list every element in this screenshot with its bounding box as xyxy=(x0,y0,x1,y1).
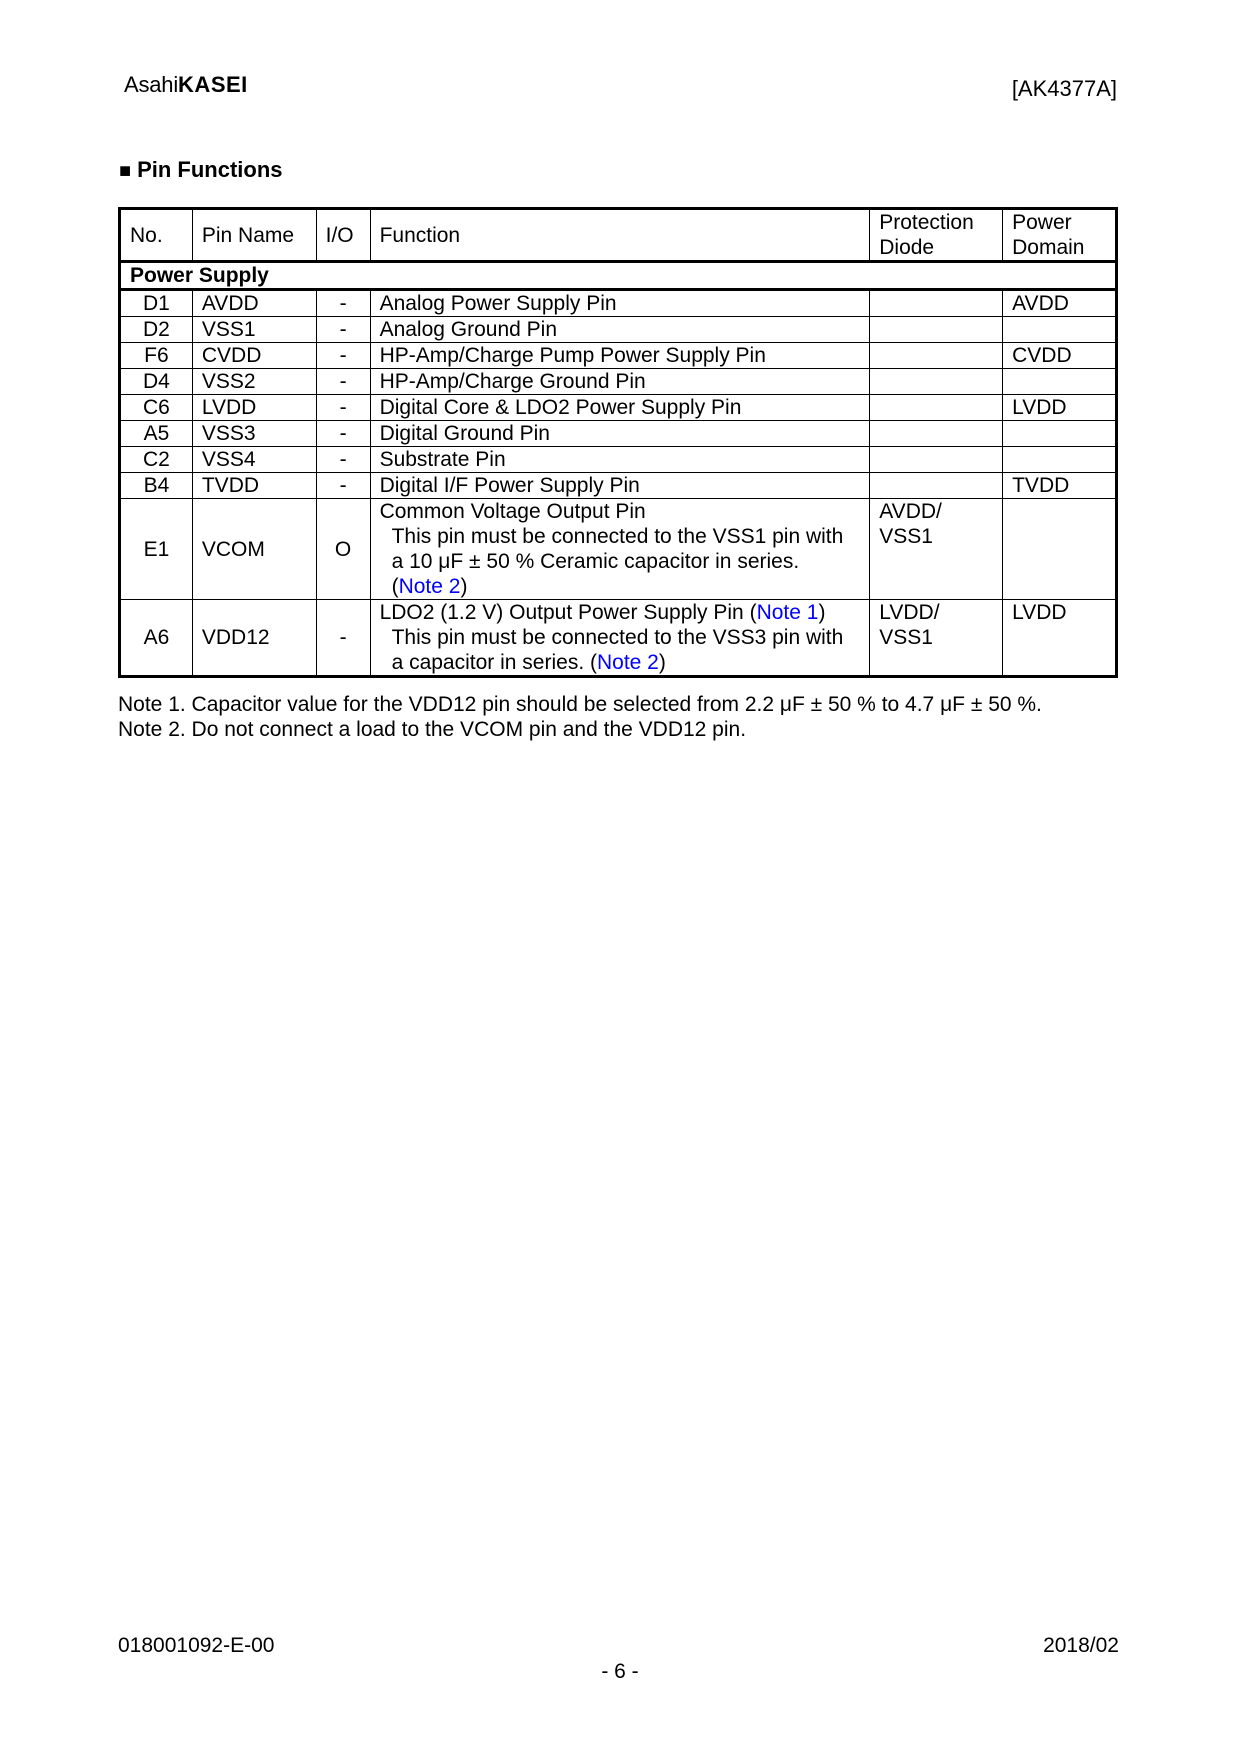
company-logo xyxy=(124,72,248,98)
header-power-line1: Power xyxy=(1012,211,1072,234)
vdd12-func-line3 xyxy=(380,650,861,675)
vdd12-diode-line1: LVDD/ xyxy=(879,601,940,624)
cell-io: O xyxy=(316,499,370,600)
table-row xyxy=(120,290,1117,317)
cell-no: F6 xyxy=(120,343,193,369)
cell-pin-name: VCOM xyxy=(192,499,316,600)
table-row-vdd12 xyxy=(120,600,1117,677)
logo-kasei: KASEI xyxy=(178,72,248,97)
cell-diode xyxy=(870,447,1003,473)
cell-diode xyxy=(870,395,1003,421)
cell-pin-name: CVDD xyxy=(192,343,316,369)
vdd12-func-line1 xyxy=(380,601,826,624)
cell-function: Analog Ground Pin xyxy=(370,317,870,343)
header-protection-line1: Protection xyxy=(879,211,974,234)
header-function: Function xyxy=(370,209,870,262)
vdd12-diode-line2: VSS1 xyxy=(879,626,933,649)
vcom-note-close: ) xyxy=(460,575,468,598)
note-1: Note 1. Capacitor value for the VDD12 pin should be selected from 2.2 μF ± 50 % to 4.7 μF ± 50 %. xyxy=(118,693,1042,716)
notes-block xyxy=(118,692,1042,742)
logo-asahi: Asahi xyxy=(124,72,179,97)
cell-domain xyxy=(1003,421,1117,447)
cell-io: - xyxy=(316,290,370,317)
vdd12-func-line1-text: LDO2 (1.2 V) Output Power Supply Pin ( xyxy=(379,601,757,624)
cell-domain: AVDD xyxy=(1003,290,1117,317)
cell-function: Digital I/F Power Supply Pin xyxy=(370,473,870,499)
cell-domain xyxy=(1003,369,1117,395)
cell-domain xyxy=(1003,447,1117,473)
cell-io: - xyxy=(316,395,370,421)
cell-no: D4 xyxy=(120,369,193,395)
cell-pin-name: VSS2 xyxy=(192,369,316,395)
cell-domain xyxy=(1003,499,1117,600)
group-label: Power Supply xyxy=(120,262,1117,290)
cell-pin-name: AVDD xyxy=(192,290,316,317)
vcom-func-line1: Common Voltage Output Pin xyxy=(379,500,646,523)
note-2-link[interactable]: Note 2 xyxy=(398,575,461,598)
vcom-diode-line1: AVDD/ xyxy=(879,500,942,523)
cell-diode xyxy=(870,473,1003,499)
cell-io: - xyxy=(316,317,370,343)
section-title xyxy=(119,157,283,183)
cell-function: HP-Amp/Charge Ground Pin xyxy=(370,369,870,395)
cell-pin-name: VSS1 xyxy=(192,317,316,343)
header-power-line2: Domain xyxy=(1012,236,1085,259)
cell-io: - xyxy=(316,473,370,499)
cell-diode xyxy=(870,317,1003,343)
vdd12-func-line2: This pin must be connected to the VSS3 pin with xyxy=(391,626,844,649)
cell-domain: LVDD xyxy=(1003,395,1117,421)
cell-io: - xyxy=(316,343,370,369)
table-header-row xyxy=(120,209,1117,262)
vdd12-func-line3-close: ) xyxy=(658,651,666,674)
square-bullet-icon: ■ xyxy=(119,160,132,182)
cell-domain xyxy=(1003,317,1117,343)
table-row-vcom xyxy=(120,499,1117,600)
cell-no: B4 xyxy=(120,473,193,499)
footer-page-number: - 6 - xyxy=(601,1660,639,1683)
cell-domain: CVDD xyxy=(1003,343,1117,369)
cell-io: - xyxy=(316,447,370,473)
header-protection-diode xyxy=(870,209,1003,262)
cell-diode xyxy=(870,369,1003,395)
vcom-func-line3: a 10 μF ± 50 % Ceramic capacitor in series. xyxy=(391,550,800,573)
table-row xyxy=(120,343,1117,369)
cell-no: D2 xyxy=(120,317,193,343)
cell-no: D1 xyxy=(120,290,193,317)
cell-domain: TVDD xyxy=(1003,473,1117,499)
cell-pin-name: VSS4 xyxy=(192,447,316,473)
section-title-text: Pin Functions xyxy=(137,157,283,182)
table-row xyxy=(120,395,1117,421)
note-1-link[interactable]: Note 1 xyxy=(756,601,819,624)
document-code: [AK4377A] xyxy=(1011,76,1117,101)
cell-pin-name: LVDD xyxy=(192,395,316,421)
pin-functions-table xyxy=(118,207,1118,678)
cell-function: Substrate Pin xyxy=(370,447,870,473)
header-pin-name: Pin Name xyxy=(192,209,316,262)
footer-doc-number: 018001092-E-00 xyxy=(118,1634,275,1657)
cell-function xyxy=(370,600,870,677)
header-power-domain xyxy=(1003,209,1117,262)
cell-io: - xyxy=(316,369,370,395)
cell-diode xyxy=(870,600,1003,677)
vdd12-func-line3-text: a capacitor in series. ( xyxy=(391,651,597,674)
header-io: I/O xyxy=(316,209,370,262)
note-2-link[interactable]: Note 2 xyxy=(596,651,659,674)
cell-function: Digital Ground Pin xyxy=(370,421,870,447)
table-row xyxy=(120,473,1117,499)
group-row-power-supply xyxy=(120,262,1117,290)
cell-pin-name: TVDD xyxy=(192,473,316,499)
cell-diode xyxy=(870,421,1003,447)
header-no: No. xyxy=(120,209,193,262)
cell-function: HP-Amp/Charge Pump Power Supply Pin xyxy=(370,343,870,369)
cell-no: E1 xyxy=(120,499,193,600)
cell-no: A5 xyxy=(120,421,193,447)
table-row xyxy=(120,369,1117,395)
vcom-note-open: ( xyxy=(391,575,399,598)
cell-domain: LVDD xyxy=(1003,600,1117,677)
cell-io: - xyxy=(316,600,370,677)
header-protection-line2: Diode xyxy=(879,236,935,259)
cell-io: - xyxy=(316,421,370,447)
cell-no: C2 xyxy=(120,447,193,473)
cell-diode xyxy=(870,290,1003,317)
vcom-func-line2: This pin must be connected to the VSS1 pin with xyxy=(391,525,844,548)
cell-diode xyxy=(870,343,1003,369)
footer-date: 2018/02 xyxy=(1043,1634,1119,1657)
cell-diode xyxy=(870,499,1003,600)
cell-pin-name: VSS3 xyxy=(192,421,316,447)
vdd12-func-line1-close: ) xyxy=(818,601,826,624)
table-row xyxy=(120,317,1117,343)
vcom-diode-line2: VSS1 xyxy=(879,525,933,548)
table-row xyxy=(120,421,1117,447)
note-2: Note 2. Do not connect a load to the VCOM pin and the VDD12 pin. xyxy=(118,718,747,741)
cell-no: A6 xyxy=(120,600,193,677)
cell-function: Analog Power Supply Pin xyxy=(370,290,870,317)
table-row xyxy=(120,447,1117,473)
cell-no: C6 xyxy=(120,395,193,421)
cell-function xyxy=(370,499,870,600)
cell-function: Digital Core & LDO2 Power Supply Pin xyxy=(370,395,870,421)
cell-pin-name: VDD12 xyxy=(192,600,316,677)
vcom-func-note xyxy=(380,574,861,599)
